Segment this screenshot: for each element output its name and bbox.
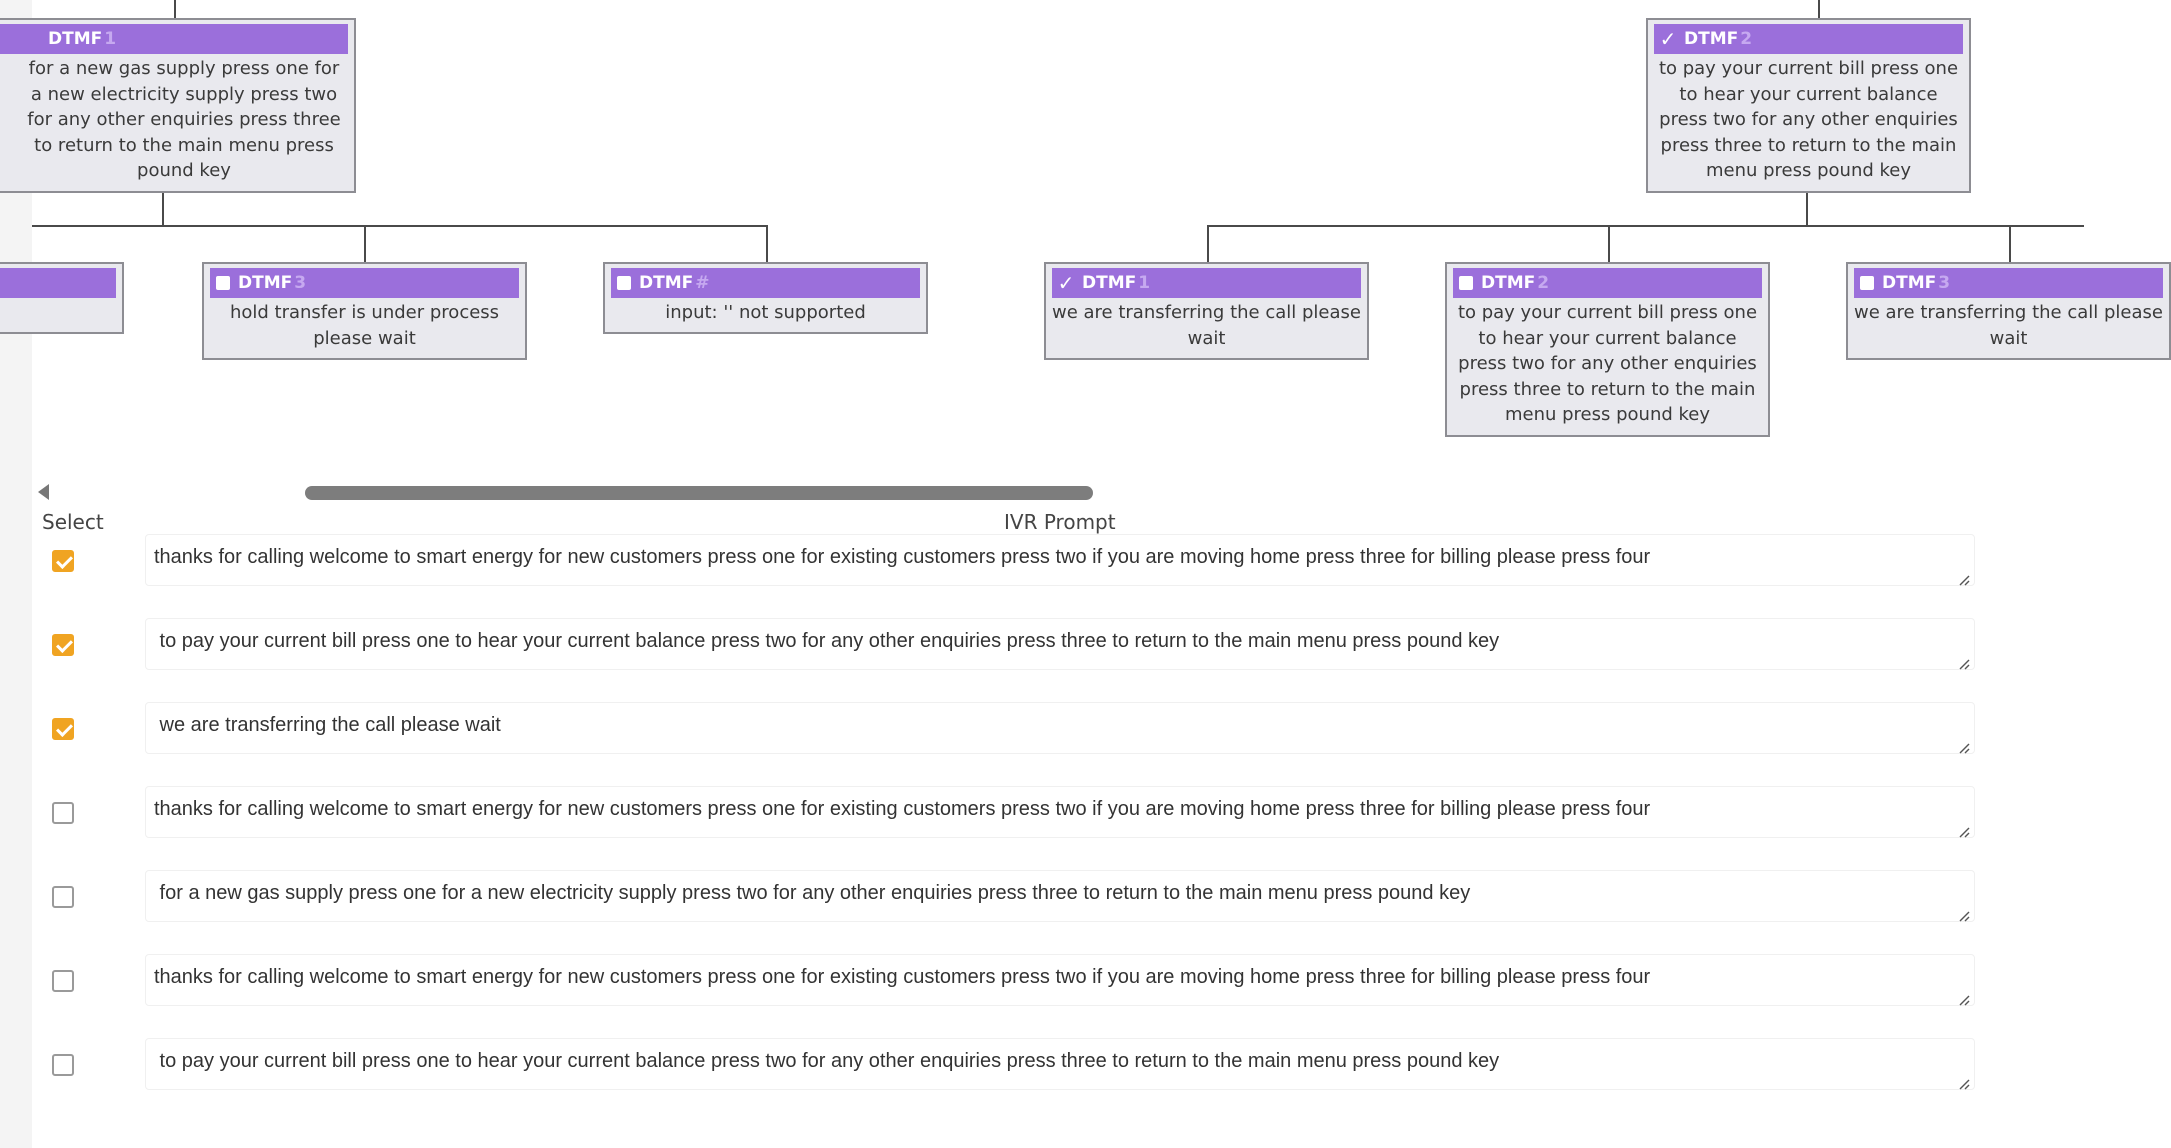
node-prompt-text: for a new gas supply press one for a new electricity supply press two for any other enquiries press three to return to the main menu press pound key xyxy=(27,58,341,181)
resize-grip-icon[interactable] xyxy=(1958,653,1970,665)
row-select-checkbox[interactable] xyxy=(52,802,74,824)
tree-connector xyxy=(32,225,768,227)
node-header xyxy=(1854,268,2163,298)
ivr-prompt-text: for a new gas supply press one for a new electricity supply press two for any other enquiries press three to return to the main menu press pound key xyxy=(154,882,1471,904)
node-clip xyxy=(1846,255,2163,365)
node-number: 1 xyxy=(104,29,117,49)
node-prompt-text: to pay your current bill press one to hear your current balance press two for any other enquiries press three to return to the main menu press pound key xyxy=(1457,302,1758,425)
node-number: 3 xyxy=(294,273,307,293)
tree-node-dtmf-3[interactable] xyxy=(202,262,527,360)
node-prompt-text: hold transfer is under process please wait xyxy=(229,302,500,349)
ivr-prompt-textarea[interactable] xyxy=(145,534,1975,586)
node-clip xyxy=(27,0,341,200)
row-select-checkbox[interactable] xyxy=(52,718,74,740)
row-select-checkbox[interactable] xyxy=(52,1054,74,1076)
ivr-prompt-text: thanks for calling welcome to smart energy for new customers press one for existing customers press two if you are moving home press three for billing please press four xyxy=(154,546,1651,568)
node-clip xyxy=(32,255,132,335)
node-number: 2 xyxy=(1740,29,1753,49)
node-header-label: DTMF xyxy=(1481,273,1536,293)
node-header-label: DTMF xyxy=(639,273,694,293)
resize-grip-icon[interactable] xyxy=(1958,821,1970,833)
node-header xyxy=(210,268,519,298)
node-checked-icon[interactable]: ✓ xyxy=(1659,27,1677,51)
node-header xyxy=(1052,268,1361,298)
node-prompt-text: we are transferring the call please wait xyxy=(1052,302,1361,349)
tree-connector xyxy=(1818,0,1820,20)
tree-connector xyxy=(1207,225,1209,262)
tree-node-dtmf-3-child[interactable] xyxy=(1846,262,2171,360)
node-number: # xyxy=(695,273,710,293)
ivr-prompt-textarea[interactable] xyxy=(145,954,1975,1006)
node-header xyxy=(1453,268,1762,298)
node-header xyxy=(611,268,920,298)
tree-connector xyxy=(766,225,768,262)
ivr-prompt-textarea[interactable] xyxy=(145,870,1975,922)
row-select-checkbox[interactable] xyxy=(52,634,74,656)
row-select-checkbox[interactable] xyxy=(52,886,74,908)
node-header-label: DTMF xyxy=(48,29,103,49)
resize-grip-icon[interactable] xyxy=(1958,737,1970,749)
ivr-prompt-text: thanks for calling welcome to smart energy for new customers press one for existing customers press two if you are moving home press three for billing please press four xyxy=(154,798,1651,820)
ivr-prompt-text: thanks for calling welcome to smart energy for new customers press one for existing customers press two if you are moving home press three for billing please press four xyxy=(154,966,1651,988)
node-header-label: DTMF xyxy=(1882,273,1937,293)
tree-connector xyxy=(1806,192,1808,226)
tree-node-partial[interactable] xyxy=(0,262,124,334)
node-checked-icon[interactable]: ✓ xyxy=(1057,271,1075,295)
node-checkbox[interactable] xyxy=(1860,276,1874,290)
row-select-checkbox[interactable] xyxy=(52,970,74,992)
node-number: 2 xyxy=(1537,273,1550,293)
node-header xyxy=(1654,24,1963,54)
tree-node-dtmf-2-child[interactable] xyxy=(1445,262,1770,437)
tree-node-dtmf-hash[interactable] xyxy=(603,262,928,334)
node-header-label: DTMF xyxy=(238,273,293,293)
ivr-prompt-text: to pay your current bill press one to hear your current balance press two for any other enquiries press three to return to the main menu press pound key xyxy=(154,1050,1500,1072)
ivr-prompt-text: to pay your current bill press one to hear your current balance press two for any other enquiries press three to return to the main menu press pound key xyxy=(154,630,1500,652)
tree-connector xyxy=(364,225,366,262)
node-number: 1 xyxy=(1138,273,1151,293)
node-header-label: DTMF xyxy=(1684,29,1739,49)
tree-node-dtmf-2[interactable] xyxy=(1646,18,1971,193)
resize-grip-icon[interactable] xyxy=(1958,569,1970,581)
horizontal-scrollbar-thumb[interactable] xyxy=(305,486,1093,500)
column-header-select: Select xyxy=(42,510,104,534)
ivr-prompt-textarea[interactable] xyxy=(145,702,1975,754)
ivr-prompt-text: we are transferring the call please wait xyxy=(154,714,501,736)
tree-connector xyxy=(1207,225,2084,227)
node-header xyxy=(0,268,116,298)
resize-grip-icon[interactable] xyxy=(1958,1073,1970,1085)
tree-node-dtmf-1-child[interactable] xyxy=(1044,262,1369,360)
node-number: 3 xyxy=(1938,273,1951,293)
node-prompt-text: input: '' not supported xyxy=(665,302,866,323)
column-header-ivr-prompt: IVR Prompt xyxy=(1004,510,1116,534)
node-header-label: DTMF xyxy=(1082,273,1137,293)
node-checkbox[interactable] xyxy=(216,276,230,290)
scroll-left-arrow-icon[interactable] xyxy=(38,484,49,500)
resize-grip-icon[interactable] xyxy=(1958,905,1970,917)
row-select-checkbox[interactable] xyxy=(52,550,74,572)
node-prompt-text: to pay your current bill press one to hear your current balance press two for any other enquiries press three to return to the main menu press pound key xyxy=(1658,58,1959,181)
node-header xyxy=(0,24,348,54)
node-checkbox[interactable] xyxy=(1459,276,1473,290)
resize-grip-icon[interactable] xyxy=(1958,989,1970,1001)
node-checkbox[interactable] xyxy=(617,276,631,290)
node-prompt-text: we are transferring the call please wait xyxy=(1854,302,2163,349)
ivr-prompt-textarea[interactable] xyxy=(145,1038,1975,1090)
ivr-prompt-textarea[interactable] xyxy=(145,786,1975,838)
tree-connector xyxy=(1608,225,1610,262)
ivr-prompt-textarea[interactable] xyxy=(145,618,1975,670)
tree-node-dtmf-1[interactable] xyxy=(0,18,356,193)
